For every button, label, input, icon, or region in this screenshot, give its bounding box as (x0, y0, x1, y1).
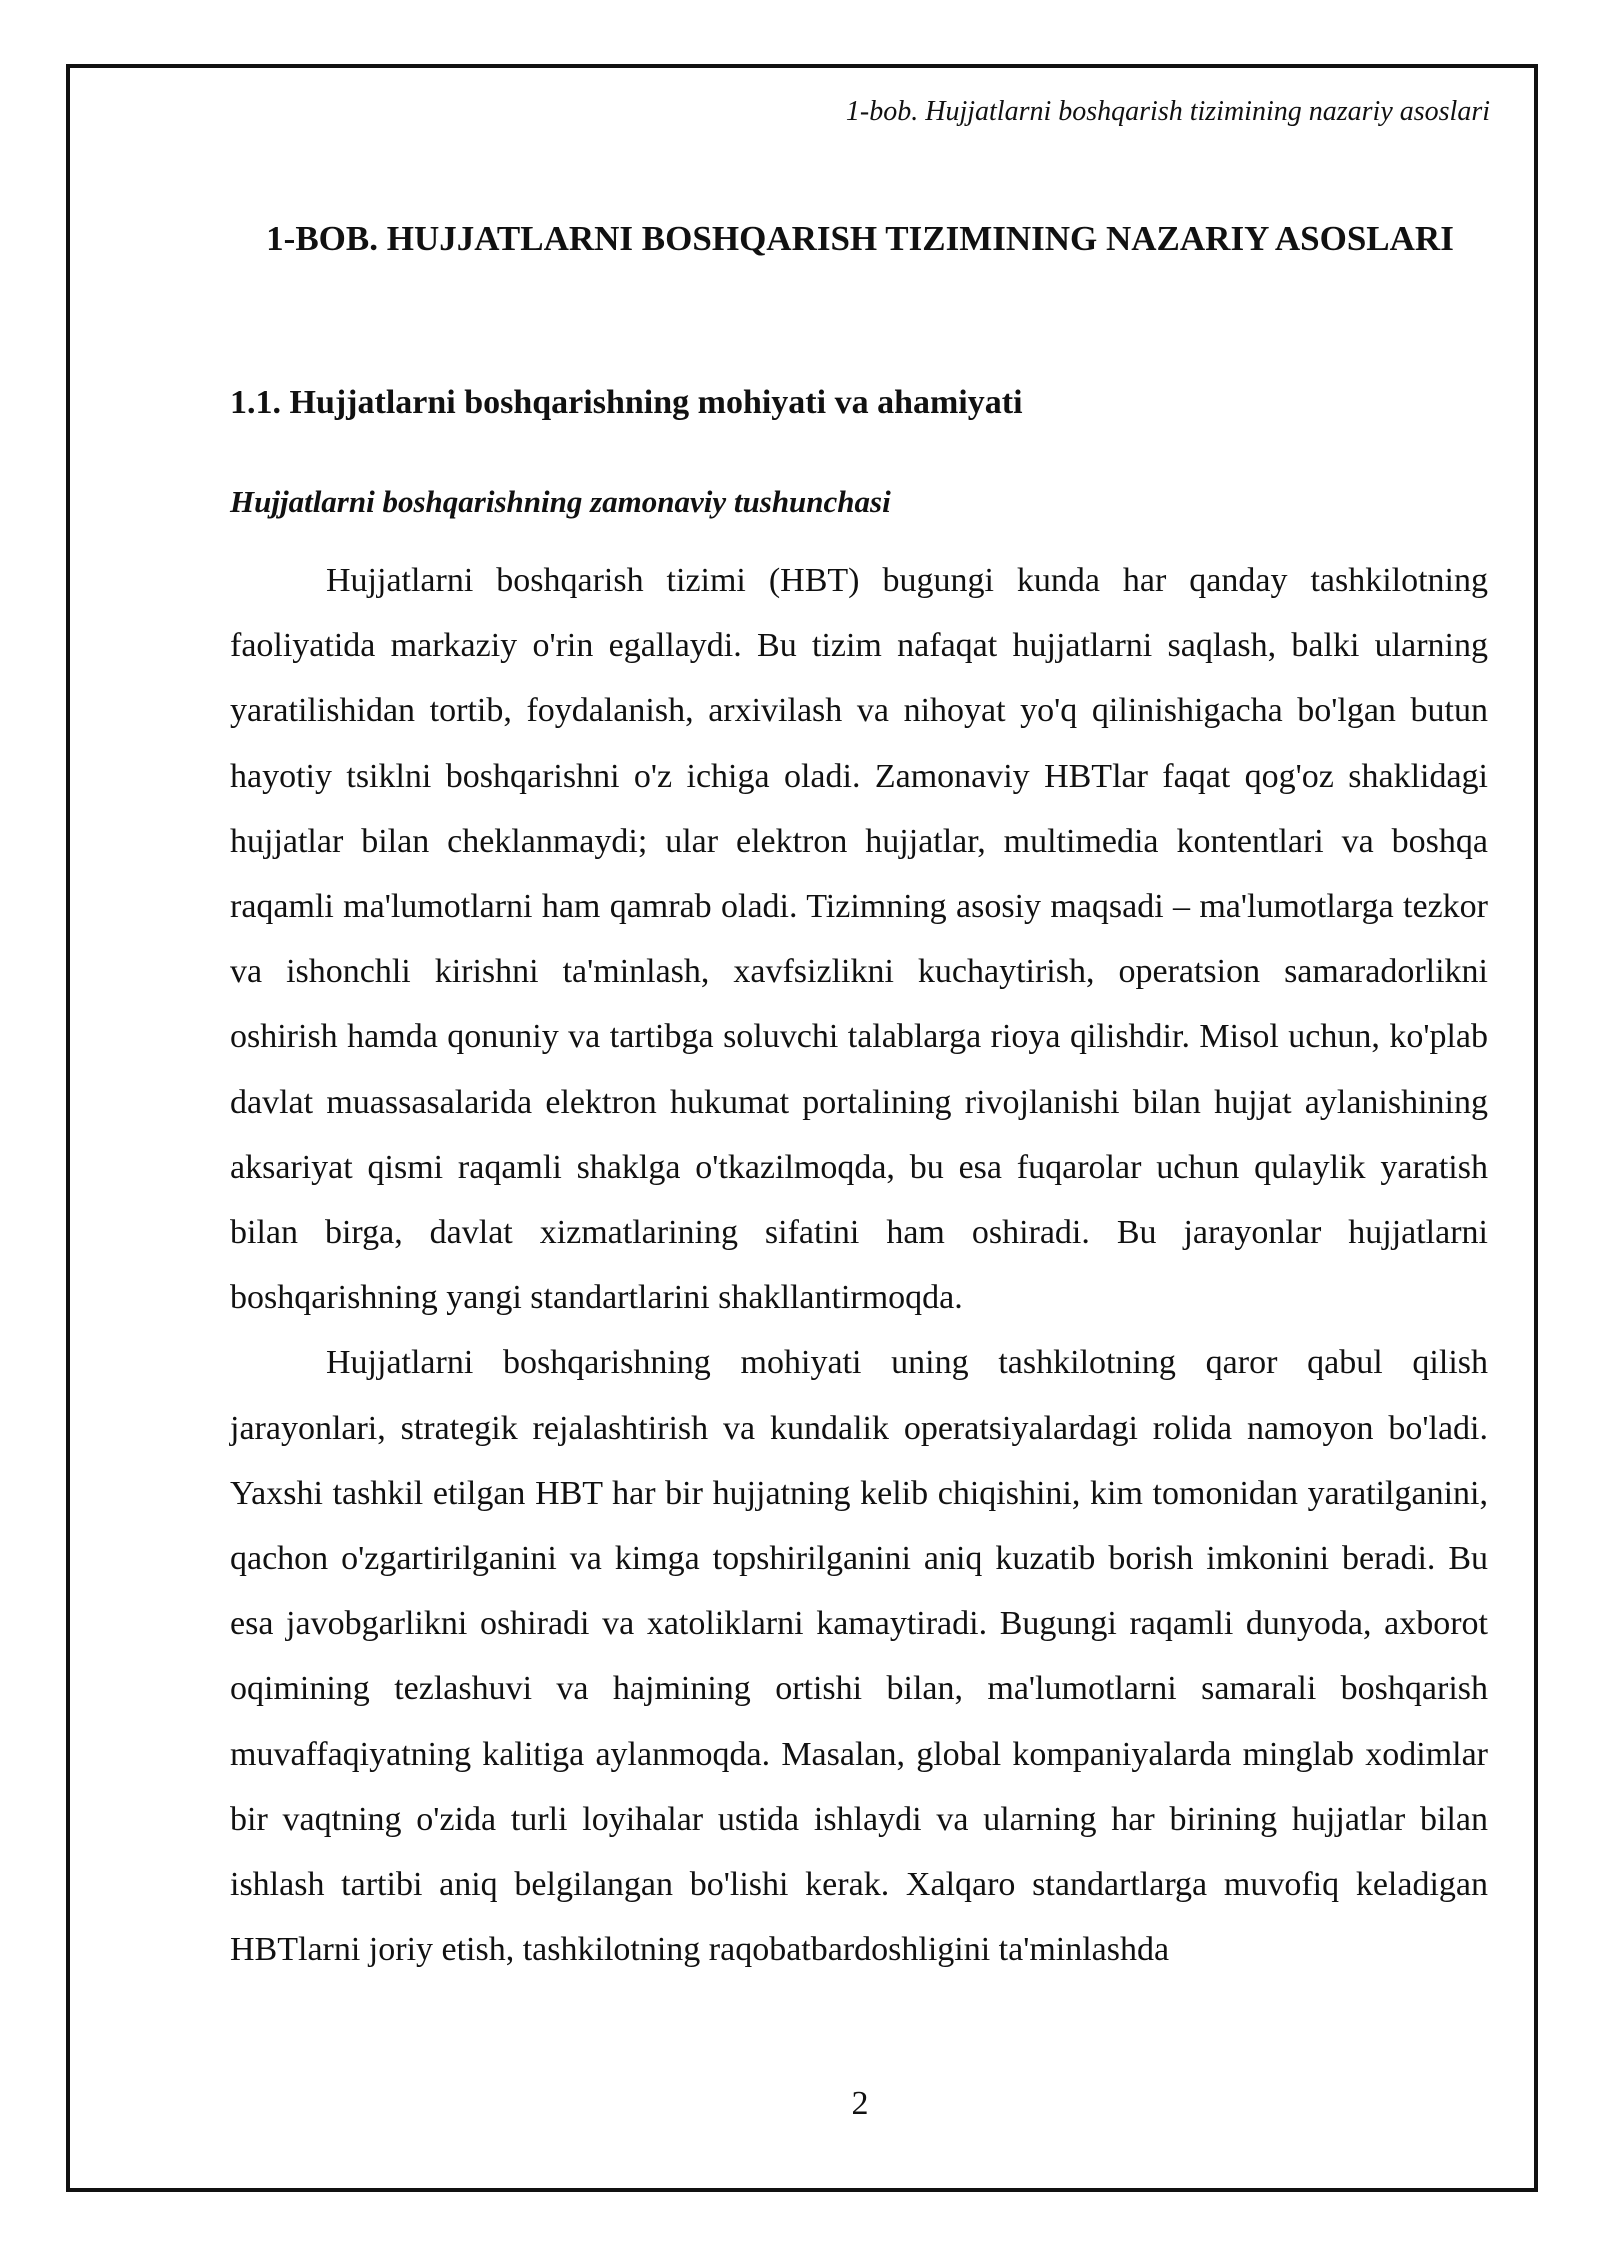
paragraph: Hujjatlarni boshqarishning mohiyati uning tashkilotning qaror qabul qilish jarayonlari, strategik rejalashtirish va kundalik operatsiyalardagi rolida namoyon bo'ladi. Yaxshi tashkil etilgan HBT har bir hujjatning kelib chiqishini, kim tomonidan yaratilganini, qachon o'zgartirilganini va kimga topshirilganini aniq kuzatib borish imkonini beradi. Bu esa javobgarlikni oshiradi va xatoliklarni kamaytiradi. Bugungi raqamli dunyoda, axborot oqimining tezlashuvi va hajmining ortishi bilan, ma'lumotlarni samarali boshqarish muvaffaqiyatning kalitiga aylanmoqda. Masalan, global kompaniyalarda minglab xodimlar bir vaqtning o'zida turli loyihalar ustida ishlaydi va ularning har birining hujjatlar bilan ishlash tartibi aniq belgilangan bo'lishi kerak. Xalqaro standartlarga muvofiq keladigan HBTlarni joriy etish, tashkilotning raqobatbardoshligini ta'minlashda (230, 1344, 1488, 1969)
subsection-title: Hujjatlarni boshqarishning zamonaviy tushunchasi (230, 484, 891, 519)
paragraph: Hujjatlarni boshqarish tizimi (HBT) bugungi kunda har qanday tashkilotning faoliyatida markaziy o'rin egallaydi. Bu tizim nafaqat hujjatlarni saqlash, balki ularning yaratilishidan tortib, foydalanish, arxivilash va nihoyat yo'q qilinishigacha bo'lgan butun hayotiy tsiklni boshqarishni o'z ichiga oladi. Zamonaviy HBTlar faqat qog'oz shaklidagi hujjatlar bilan cheklanmaydi; ular elektron hujjatlar, multimedia kontentlari va boshqa raqamli ma'lumotlarni ham qamrab oladi. Tizimning asosiy maqsadi – ma'lumotlarga tezkor va ishonchli kirishni ta'minlash, xavfsizlikni kuchaytirish, operatsion samaradorlikni oshirish hamda qonuniy va tartibga soluvchi talablarga rioya qilishdir. Misol uchun, ko'plab davlat muassasalarida elektron hukumat portalining rivojlanishi bilan hujjat aylanishining aksariyat qismi raqamli shaklga o'tkazilmoqda, bu esa fuqarolar uchun qulaylik yaratish bilan birga, davlat xizmatlarining sifatini ham oshiradi. Bu jarayonlar hujjatlarni boshqarishning yangi standartlarini shakllantirmoqda. (230, 562, 1488, 1317)
running-header: 1-bob. Hujjatlarni boshqarish tizimining nazariy asoslari (845, 96, 1490, 127)
body-text (230, 548, 1488, 1982)
chapter-title: 1-BOB. HUJJATLARNI BOSHQARISH TIZIMINING NAZARIY ASOSLARI (266, 219, 1454, 258)
page-number: 2 (851, 2085, 869, 2122)
section-title: 1.1. Hujjatlarni boshqarishning mohiyati va ahamiyati (230, 384, 1023, 421)
